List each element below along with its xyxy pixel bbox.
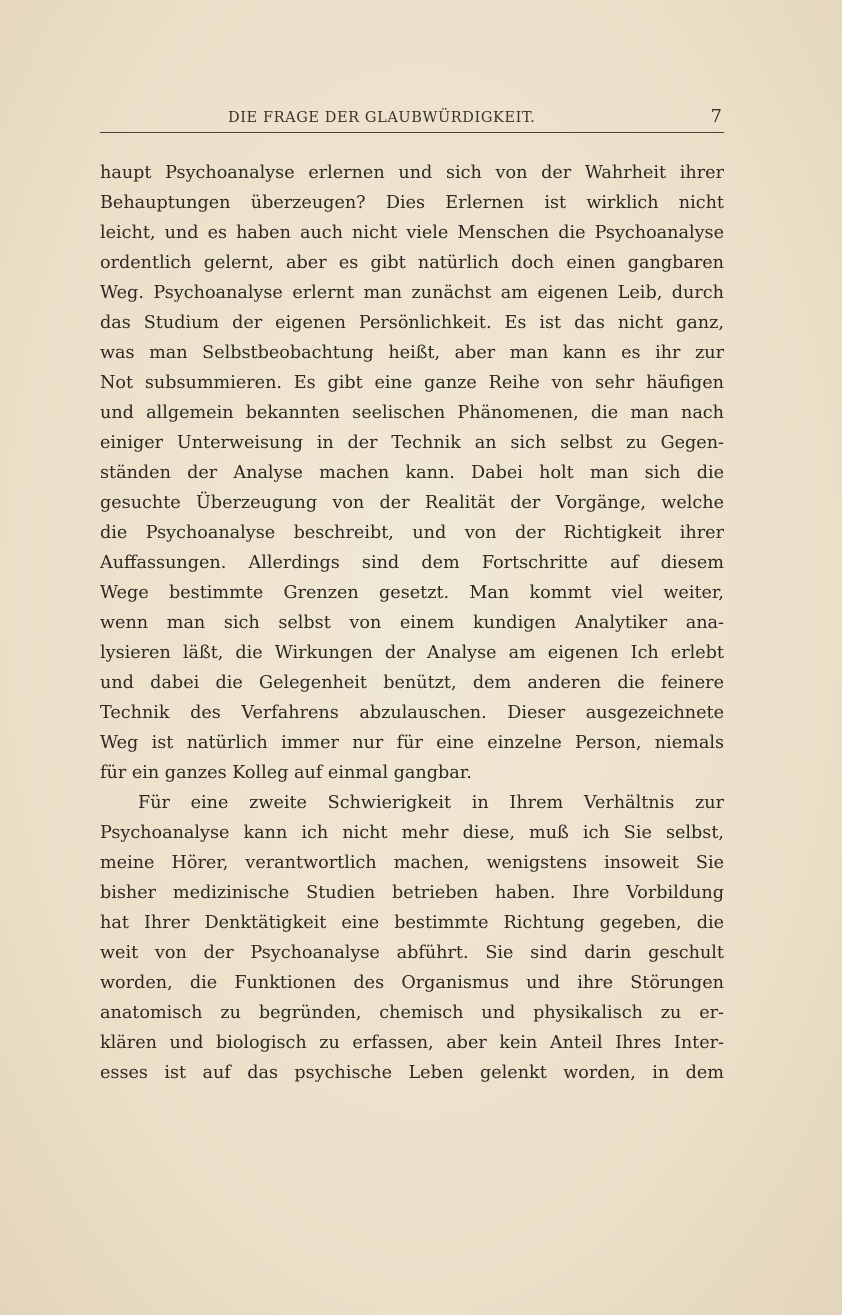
text-line: Weg. Psychoanalyse erlernt man zunächst am eigenen Leib, durch (100, 283, 724, 303)
paragraph-start-line: Für eine zweite Schwierigkeit in Ihrem Verhältnis zur (138, 793, 724, 813)
text-line: ordentlich gelernt, aber es gibt natürlich doch einen gangbaren (100, 253, 724, 273)
paragraph-end-line: für ein ganzes Kolleg auf einmal gangbar. (100, 763, 472, 783)
text-line: gesuchte Überzeugung von der Realität der Vorgänge, welche (100, 493, 724, 513)
header-rule (100, 132, 724, 133)
text-line: lysieren läßt, die Wirkungen der Analyse am eigenen Ich erlebt (100, 643, 724, 663)
text-line: ständen der Analyse machen kann. Dabei holt man sich die (100, 463, 724, 483)
text-line: Wege bestimmte Grenzen gesetzt. Man kommt viel weiter, (100, 583, 724, 603)
text-line: esses ist auf das psychische Leben gelenkt worden, in dem (100, 1063, 724, 1083)
text-line: wenn man sich selbst von einem kundigen Analytiker ana- (100, 613, 724, 633)
page-number: 7 (710, 106, 722, 127)
text-line: klären und biologisch zu erfassen, aber kein Anteil Ihres Inter- (100, 1033, 724, 1053)
text-line: Behauptungen überzeugen? Dies Erlernen ist wirklich nicht (100, 193, 724, 213)
text-line: Technik des Verfahrens abzulauschen. Dieser ausgezeichnete (100, 703, 724, 723)
text-line: Psychoanalyse kann ich nicht mehr diese, muß ich Sie selbst, (100, 823, 724, 843)
body-text (100, 158, 724, 1088)
text-line: anatomisch zu begründen, chemisch und physikalisch zu er- (100, 1003, 724, 1023)
text-line: das Studium der eigenen Persönlichkeit. Es ist das nicht ganz, (100, 313, 724, 333)
text-line: weit von der Psychoanalyse abführt. Sie sind darin geschult (100, 943, 724, 963)
text-line: Auffassungen. Allerdings sind dem Fortschritte auf diesem (100, 553, 724, 573)
text-line: worden, die Funktionen des Organismus und ihre Störungen (100, 973, 724, 993)
text-line: einiger Unterweisung in der Technik an sich selbst zu Gegen- (100, 433, 724, 453)
page-header (100, 106, 724, 132)
text-line: Not subsummieren. Es gibt eine ganze Reihe von sehr häufigen (100, 373, 724, 393)
running-head: DIE FRAGE DER GLAUBWÜRDIGKEIT. (228, 110, 536, 126)
text-line: leicht, und es haben auch nicht viele Menschen die Psychoanalyse (100, 223, 724, 243)
text-line: haupt Psychoanalyse erlernen und sich von der Wahrheit ihrer (100, 163, 724, 183)
text-line: und dabei die Gelegenheit benützt, dem anderen die feinere (100, 673, 724, 693)
text-line: was man Selbstbeobachtung heißt, aber man kann es ihr zur (100, 343, 724, 363)
text-line: bisher medizinische Studien betrieben haben. Ihre Vorbildung (100, 883, 724, 903)
text-line: hat Ihrer Denktätigkeit eine bestimmte Richtung gegeben, die (100, 913, 724, 933)
text-line: Weg ist natürlich immer nur für eine einzelne Person, niemals (100, 733, 724, 753)
text-line: und allgemein bekannten seelischen Phänomenen, die man nach (100, 403, 724, 423)
text-line: die Psychoanalyse beschreibt, und von der Richtigkeit ihrer (100, 523, 724, 543)
text-line: meine Hörer, verantwortlich machen, wenigstens insoweit Sie (100, 853, 724, 873)
